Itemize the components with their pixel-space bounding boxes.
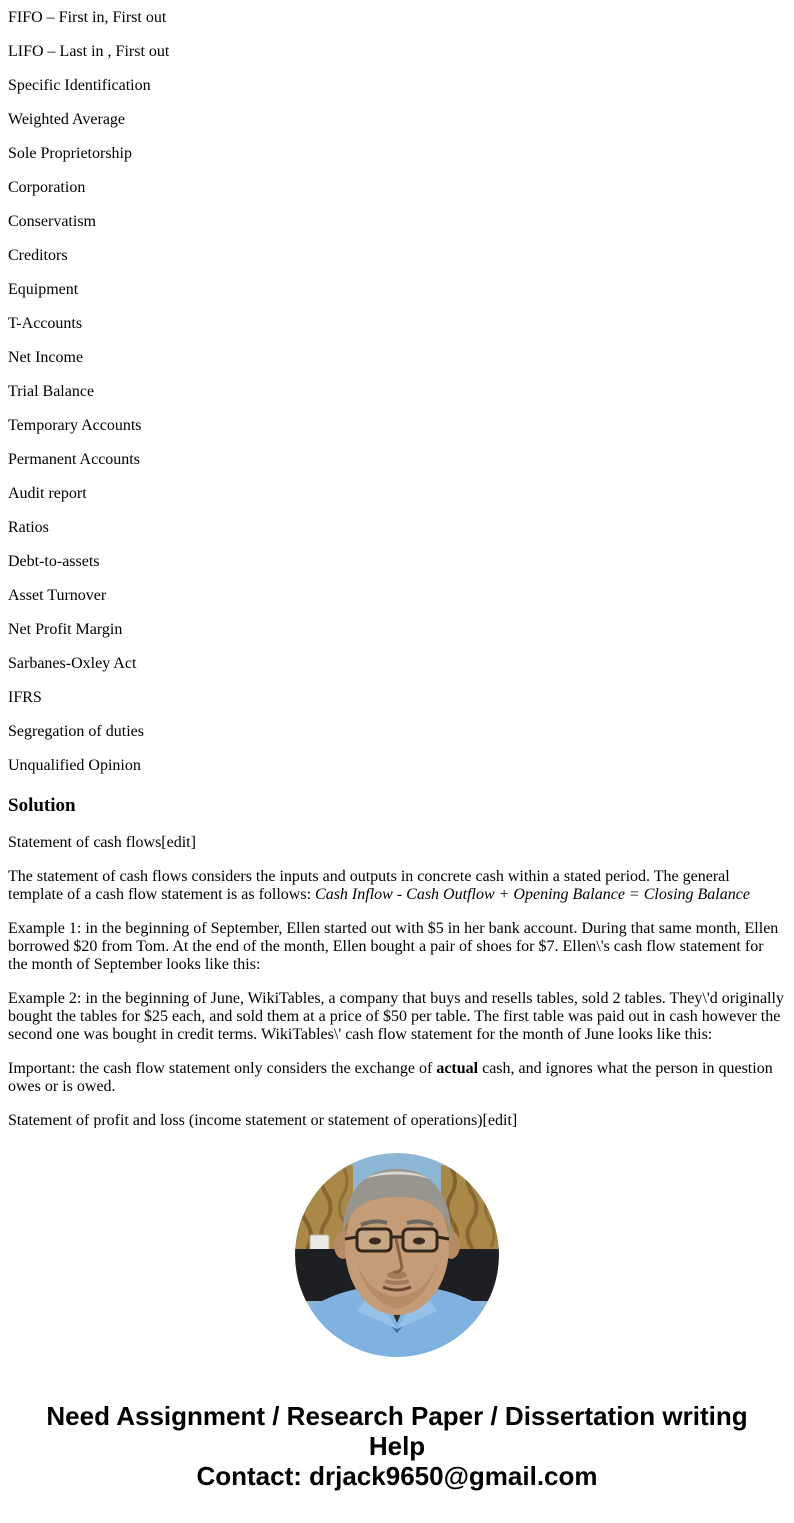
footer-banner — [0, 1401, 794, 1491]
term-item: IFRS — [8, 689, 42, 706]
solution-paragraphs — [8, 834, 786, 1128]
text-segment: actual — [436, 1060, 479, 1077]
paragraph — [8, 834, 786, 852]
text-segment: Cash Inflow - Cash Outflow + Opening Balance = Closing Balance — [315, 886, 750, 903]
portrait-illustration — [295, 1153, 499, 1357]
term-item: Sole Proprietorship — [8, 145, 132, 162]
text-segment: Example 1: in the beginning of September, Ellen started out with $5 in her bank account. During that same month, Ellen borrowed $20 from Tom. At the end of the month, Ellen bought a pair of shoes for $7. Ellen\'s cash flow statement for the month of September looks like this: — [8, 920, 779, 973]
term-item: Unqualified Opinion — [8, 757, 141, 774]
term-item: Conservatism — [8, 213, 96, 230]
solution-heading: Solution — [8, 795, 76, 816]
paragraph — [8, 990, 786, 1044]
terms-list — [8, 9, 786, 775]
term-item: Sarbanes-Oxley Act — [8, 655, 137, 672]
term-item: Debt-to-assets — [8, 553, 100, 570]
term-item: Audit report — [8, 485, 87, 502]
paragraph — [8, 920, 786, 974]
term-item: T-Accounts — [8, 315, 83, 332]
term-item: Permanent Accounts — [8, 451, 140, 468]
term-item: Asset Turnover — [8, 587, 107, 604]
paragraph — [8, 1060, 786, 1096]
text-segment: Example 2: in the beginning of June, WikiTables, a company that buys and resells tables, sold 2 tables. They\'d originally bought the tables for $25 each, and sold them at a price of $50 per table. The first table was paid out in cash however the second one was bought in credit terms. WikiTables\' cash flow statement for the month of June looks like this: — [8, 990, 784, 1043]
term-item: Equipment — [8, 281, 79, 298]
term-item: Net Profit Margin — [8, 621, 123, 638]
term-item: Specific Identification — [8, 77, 151, 94]
footer-help-text: Need Assignment / Research Paper / Dissertation writing Help — [46, 1401, 748, 1461]
term-item: FIFO – First in, First out — [8, 9, 167, 26]
text-segment: cash, and ignores what the person in question owes or is owed. — [8, 1060, 773, 1095]
term-item: Creditors — [8, 247, 68, 264]
term-item: Temporary Accounts — [8, 417, 142, 434]
term-item: Net Income — [8, 349, 84, 366]
paragraph — [8, 1112, 786, 1128]
term-item: Trial Balance — [8, 383, 95, 400]
paragraph — [8, 868, 786, 904]
text-segment: Statement of cash flows[edit] — [8, 834, 196, 851]
term-item: Corporation — [8, 179, 86, 196]
text-segment: The statement of cash flows considers the inputs and outputs in concrete cash within a stated period. The general template of a cash flow statement is as follows: — [8, 868, 730, 903]
text-segment: Important: the cash flow statement only considers the exchange of — [8, 1060, 437, 1077]
text-segment: Statement of profit and loss (income statement or statement of operations)[edit] — [8, 1112, 518, 1128]
term-item: LIFO – Last in , First out — [8, 43, 170, 60]
term-item: Segregation of duties — [8, 723, 144, 740]
term-item: Ratios — [8, 519, 49, 536]
portrait-section — [0, 1128, 794, 1357]
footer-contact-text: Contact: drjack9650@gmail.com — [196, 1461, 598, 1491]
portrait-photo — [295, 1153, 499, 1357]
term-item: Weighted Average — [8, 111, 126, 128]
